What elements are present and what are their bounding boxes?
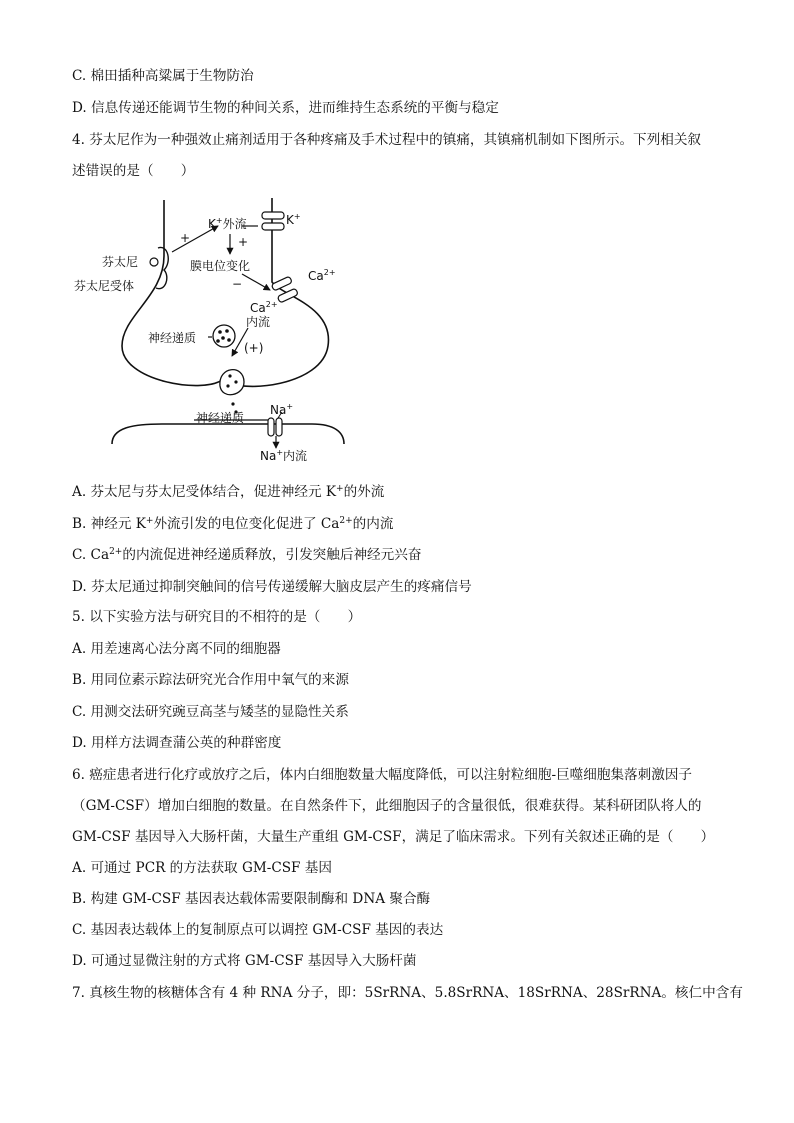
q5-option-b: B. 用同位素示踪法研究光合作用中氧气的来源 xyxy=(72,672,349,688)
diagram-svg xyxy=(72,196,362,468)
label-k-efflux: K+外流 xyxy=(208,216,247,231)
label-plus-2: + xyxy=(238,235,249,249)
label-plus-paren: (+) xyxy=(244,341,264,355)
q7-stem-line-1: 7. 真核生物的核糖体含有 4 种 RNA 分子，即：5SrRNA、5.8SrRNA、18SrRNA、28SrRNA。核仁中含有 xyxy=(72,985,743,1001)
label-transmitter-2: 神经递质 xyxy=(196,411,245,425)
synaptic-vesicle xyxy=(213,325,235,347)
releasing-vesicle xyxy=(220,370,244,395)
label-minus: − xyxy=(232,277,243,291)
vesicle-dot xyxy=(218,330,222,334)
q3-option-d: D. 信息传递还能调节生物的种间关系，进而维持生态系统的平衡与稳定 xyxy=(72,100,499,116)
label-k-channel: K+ xyxy=(286,212,301,227)
ca-channel-upper xyxy=(271,276,292,291)
cleft-dot xyxy=(231,402,234,405)
label-na-influx: Na+内流 xyxy=(260,448,308,463)
q5-option-c: C. 用测交法研究豌豆高茎与矮茎的显隐性关系 xyxy=(72,704,349,720)
q6-stem-line-3: GM-CSF 基因导入大肠杆菌，大量生产重组 GM-CSF，满足了临床需求。下列有关叙述正确的是（ ） xyxy=(72,829,715,845)
label-fentanyl: 芬太尼 xyxy=(102,255,139,269)
label-ca-channel: $Ca^{2+}$ xyxy=(308,268,336,283)
release-dot xyxy=(226,384,229,387)
label-na: Na+ xyxy=(270,402,294,417)
fentanyl-molecule xyxy=(150,258,158,266)
q6-option-c: C. 基因表达载体上的复制原点可以调控 GM-CSF 基因的表达 xyxy=(72,922,444,938)
q6-stem-line-1: 6. 癌症患者进行化疗或放疗之后，体内白细胞数量大幅度降低，可以注射粒细胞-巨噬细胞集落刺激因子 xyxy=(72,767,693,783)
q6-option-d: D. 可通过显微注射的方式将 GM-CSF 基因导入大肠杆菌 xyxy=(72,953,417,969)
q5-stem: 5. 以下实验方法与研究目的不相符的是（ ） xyxy=(72,609,362,625)
q4-stem-line-2: 述错误的是（ ） xyxy=(72,163,195,179)
release-dot xyxy=(228,374,231,377)
q6-option-b: B. 构建 GM-CSF 基因表达载体需要限制酶和 DNA 聚合酶 xyxy=(72,891,431,907)
q4-stem-line-1: 4. 芬太尼作为一种强效止痛剂适用于各种疼痛及手术过程中的镇痛，其镇痛机制如下图所示。下列相关叙 xyxy=(72,132,702,148)
ca-channel-lower xyxy=(277,288,298,303)
label-ca-influx: 内流 xyxy=(246,315,271,329)
label-transmitter-1: 神经递质 xyxy=(148,331,197,345)
vesicle-dot xyxy=(221,336,225,340)
q3-option-c: C. 棉田插种高粱属于生物防治 xyxy=(72,68,254,84)
q4-option-d: D. 芬太尼通过抑制突触间的信号传递缓解大脑皮层产生的疼痛信号 xyxy=(72,579,472,595)
release-dot xyxy=(234,380,237,383)
na-channel-right xyxy=(276,418,282,436)
q4-option-a: A. 芬太尼与芬太尼受体结合，促进神经元 K+的外流 xyxy=(72,484,385,500)
label-ca-influx-ion: $Ca^{2+}$ xyxy=(250,300,278,315)
k-channel-upper xyxy=(262,212,284,219)
label-fentanyl-receptor: 芬太尼受体 xyxy=(74,279,135,293)
vesicle-dot xyxy=(216,339,220,343)
postsynaptic-membrane xyxy=(112,424,344,444)
q6-option-a: A. 可通过 PCR 的方法获取 GM-CSF 基因 xyxy=(72,860,332,876)
k-channel-lower xyxy=(262,223,284,230)
q4-option-b: B. 神经元 K+外流引发的电位变化促进了 $Ca^{2+}$的内流 xyxy=(72,516,394,532)
q5-option-a: A. 用差速离心法分离不同的细胞器 xyxy=(72,641,281,657)
label-plus-1: + xyxy=(180,231,191,245)
q5-option-d: D. 用样方法调查蒲公英的种群密度 xyxy=(72,735,282,751)
q6-stem-line-2: （GM-CSF）增加白细胞的数量。在自然条件下，此细胞因子的含量很低，很难获得。某科研团队将人的 xyxy=(72,798,702,814)
na-channel-left xyxy=(268,418,274,436)
fentanyl-mechanism-diagram xyxy=(72,196,362,468)
q4-option-c: C. $Ca^{2+}$的内流促进神经递质释放，引发突触后神经元兴奋 xyxy=(72,547,422,563)
vesicle-dot xyxy=(225,329,229,333)
label-potential-change: 膜电位变化 xyxy=(190,259,251,273)
vesicle-dot xyxy=(227,338,231,342)
arrow-potential-to-ca xyxy=(242,274,270,290)
